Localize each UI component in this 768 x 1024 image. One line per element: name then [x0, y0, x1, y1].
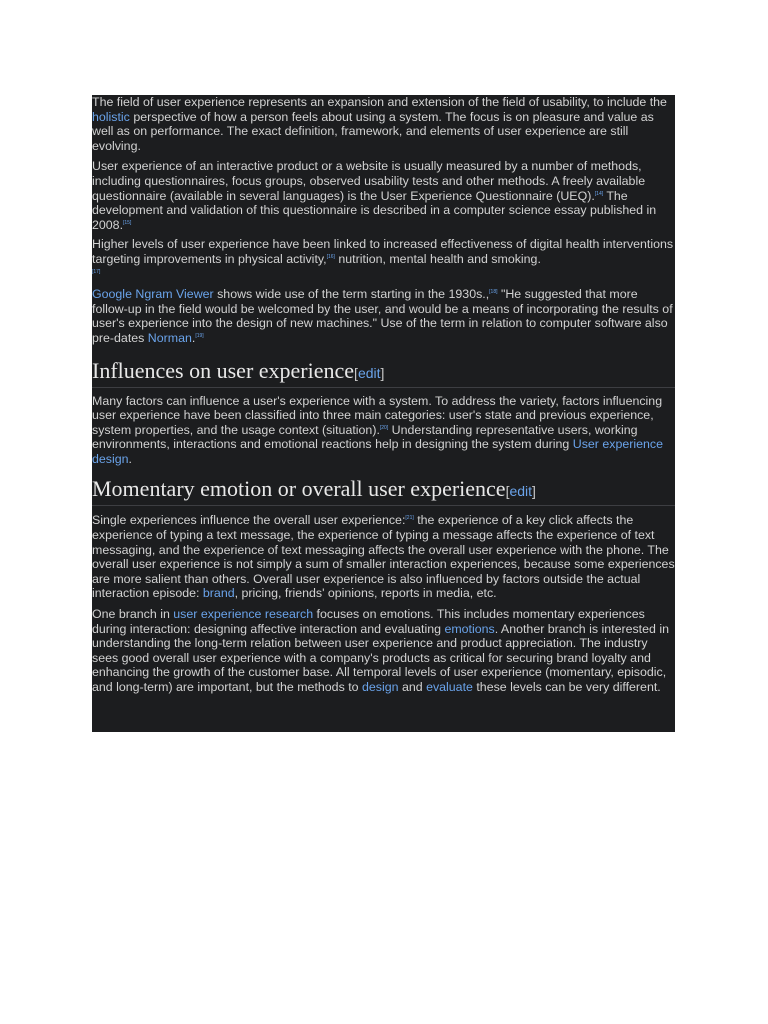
- edit-section-link: [506, 483, 536, 499]
- citation-16[interactable]: [16]: [326, 253, 335, 260]
- heading-text: Influences on user experience: [92, 357, 355, 383]
- link-google-ngram-viewer[interactable]: Google Ngram Viewer: [92, 287, 214, 302]
- text: nutrition, mental health and smoking.: [334, 251, 541, 266]
- section-heading-momentary: [92, 476, 675, 506]
- link-user-experience-design[interactable]: User experience design: [92, 437, 663, 466]
- article-body: [92, 95, 675, 732]
- link-holistic[interactable]: holistic: [92, 109, 130, 124]
- heading-text: Momentary emotion or overall user experience: [92, 476, 506, 502]
- influences-paragraph: [92, 394, 675, 467]
- intro-paragraph-4: [92, 287, 675, 345]
- link-emotions[interactable]: emotions: [444, 621, 495, 636]
- link-evaluate[interactable]: evaluate: [426, 680, 473, 694]
- edit-section-link: [354, 365, 384, 381]
- intro-paragraph-2: [92, 159, 675, 232]
- bracket: ]: [532, 483, 536, 500]
- citation-21[interactable]: [21]: [405, 515, 414, 522]
- section-heading-influences: [92, 358, 675, 388]
- text: Understanding representative users, working environments, interactions and emotional reactions help in designing the system during: [92, 422, 638, 452]
- text: One branch in: [92, 607, 174, 622]
- edit-button[interactable]: edit: [509, 483, 533, 500]
- citation-18[interactable]: [18]: [489, 289, 498, 296]
- bracket: [: [505, 483, 510, 500]
- edit-button[interactable]: edit: [357, 364, 381, 381]
- text: Many factors can influence a user's experience with a system. To address the variety, factors influencing user experience have been classified into three main categories: user's state and previous experience, system properties, and the usage context (situation).: [92, 393, 663, 437]
- text: Higher levels of user experience have been linked to increased effectiveness of digital health interventions targeting improvements in physical activity,: [92, 237, 674, 266]
- bracket: [: [354, 364, 358, 381]
- text: these levels can be very different.: [472, 680, 661, 694]
- text: perspective of how a person feels about using a system. The focus is on pleasure and value as well as on performance. The exact definition, framework, and elements of user experience are still evolving.: [92, 109, 654, 153]
- momentary-paragraph-2: [92, 607, 675, 695]
- intro-paragraph-1: [92, 95, 675, 153]
- citation-15[interactable]: [15]: [123, 219, 132, 226]
- link-norman[interactable]: Norman: [147, 330, 192, 345]
- text: The field of user experience represents an expansion and extension of the field of usability, to include the: [92, 95, 667, 109]
- link-user-experience-research[interactable]: user experience research: [173, 607, 314, 622]
- text: shows wide use of the term starting in the 1930s.,: [213, 287, 490, 302]
- momentary-paragraph-1: [92, 513, 675, 601]
- text: the experience of a key click affects the experience of typing a text message, the experience of typing a message affects the experience of text messaging, and the experience of text messaging affects the overall user experience with the phone. The overall user experience is not simply a sum of smaller interaction experiences, because some experiences are more salient than others. Overall user experience is also influenced by factors outside the actual interaction episode:: [92, 513, 675, 601]
- link-brand[interactable]: brand: [202, 586, 235, 601]
- text: . Another branch is interested in understanding the long-term relation between user experience and product appreciation. The industry sees good overall user experience with a company's products as critical for securing brand loyalty and enhancing the growth of the customer base. All temporal levels of user experience (momentary, episodic, and long-term) are important, but the methods to: [92, 621, 669, 694]
- text: .: [191, 330, 196, 345]
- citation-20[interactable]: [20]: [379, 424, 389, 431]
- intro-paragraph-3: [92, 237, 675, 281]
- text: Single experiences influence the overall user experience:: [92, 513, 406, 528]
- text: The development and validation of this questionnaire is described in a computer science essay published in 2008.: [92, 188, 657, 232]
- text: "He suggested that more follow-up in the field would be welcomed by the user, and would be a means of incorporating the results of user's experience into the design of new machines." Use of the term in relation to computer software also pre-dates: [92, 287, 673, 345]
- citation-17[interactable]: [17]: [92, 268, 101, 275]
- text: , pricing, friends' opinions, reports in media, etc.: [234, 586, 497, 601]
- bracket: ]: [380, 364, 385, 381]
- text: .: [128, 451, 132, 466]
- citation-14[interactable]: [14]: [594, 190, 604, 197]
- text: User experience of an interactive product or a website is usually measured by a number of methods, including questionnaires, focus groups, observed usability tests and other methods. A freely available questionnaire (available in several languages) is the User Experience Questionnaire (UEQ).: [92, 159, 646, 203]
- link-design[interactable]: design: [361, 680, 399, 694]
- text: focuses on emotions. This includes momentary experiences during interaction: designing affective interaction and evaluating: [92, 607, 645, 636]
- citation-19[interactable]: [19]: [195, 332, 204, 339]
- text: and: [398, 680, 427, 694]
